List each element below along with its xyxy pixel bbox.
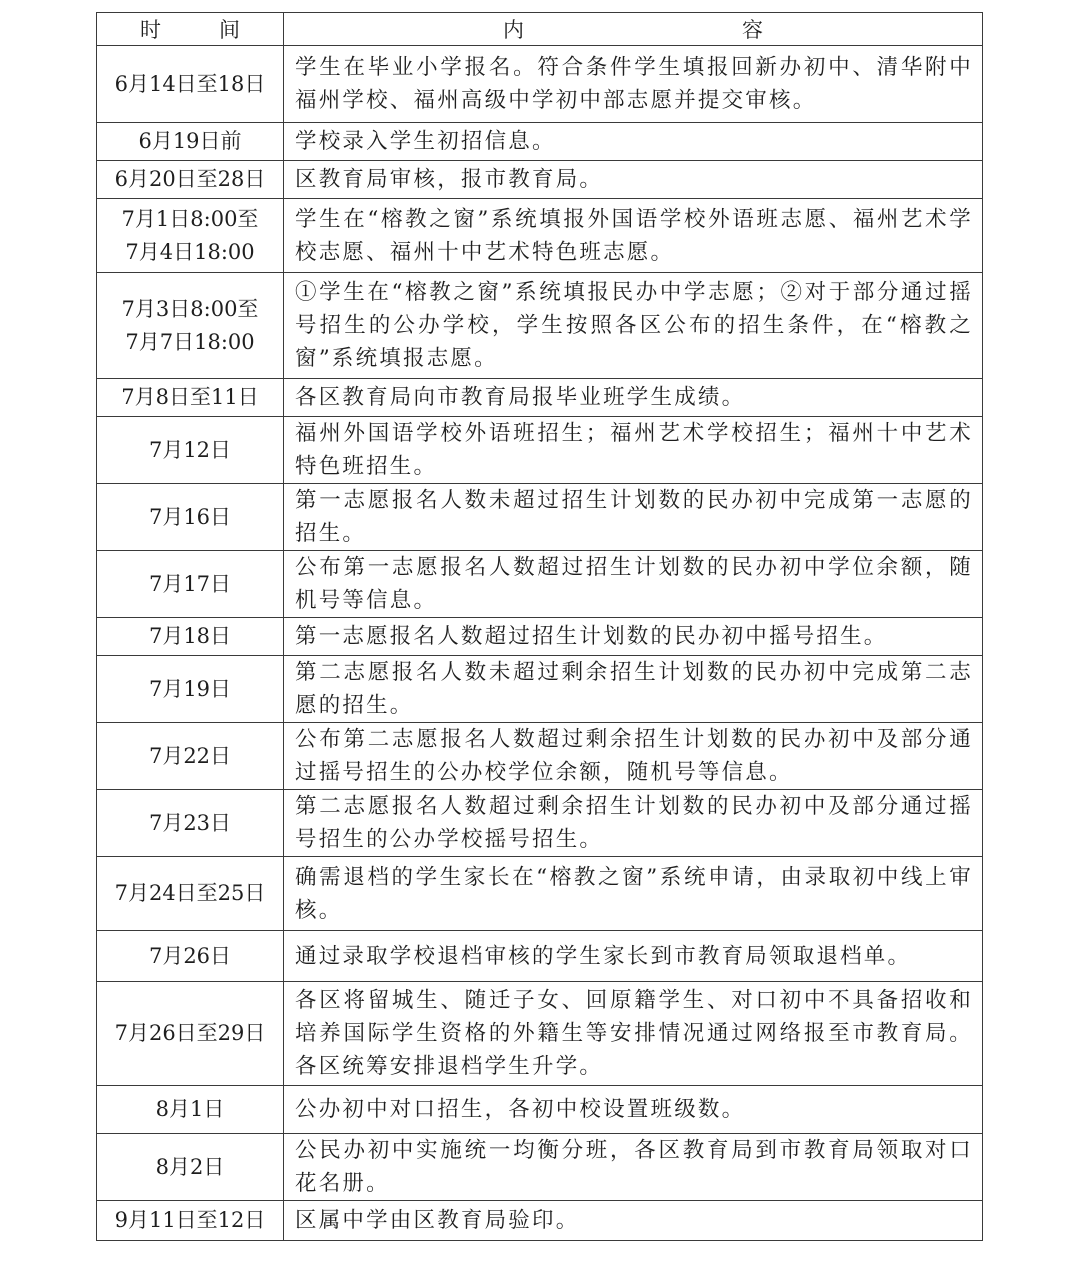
schedule-sheet xyxy=(96,12,982,1241)
schedule-content-cell: 公民办初中实施统一均衡分班，各区教育局到市教育局领取对口花名册。 xyxy=(284,1134,983,1201)
schedule-row xyxy=(97,484,983,551)
schedule-time-cell xyxy=(97,199,284,273)
schedule-content-cell: 区属中学由区教育局验印。 xyxy=(284,1201,983,1241)
schedule-time-cell xyxy=(97,618,284,656)
schedule-row xyxy=(97,1201,983,1241)
schedule-time-cell xyxy=(97,723,284,790)
schedule-time-cell xyxy=(97,551,284,618)
schedule-content-cell: 公布第一志愿报名人数超过招生计划数的民办初中学位余额，随机号等信息。 xyxy=(284,551,983,618)
schedule-time-text: 7月16日 xyxy=(148,504,232,529)
schedule-content-cell: 第二志愿报名人数未超过剩余招生计划数的民办初中完成第二志愿的招生。 xyxy=(284,656,983,723)
schedule-time-cell xyxy=(97,161,284,199)
schedule-time-text: 7月4日18:00 xyxy=(125,239,255,264)
schedule-time-cell xyxy=(97,273,284,379)
time-column-header: 时 间 xyxy=(97,13,284,46)
schedule-row xyxy=(97,1134,983,1201)
schedule-time-cell xyxy=(97,484,284,551)
schedule-time-cell xyxy=(97,857,284,931)
schedule-row xyxy=(97,857,983,931)
schedule-row xyxy=(97,161,983,199)
schedule-time-text: 7月19日 xyxy=(148,676,232,701)
schedule-time-cell xyxy=(97,982,284,1086)
schedule-time-text: 6月19日前 xyxy=(138,129,242,153)
schedule-row xyxy=(97,551,983,618)
schedule-row xyxy=(97,1086,983,1134)
schedule-row xyxy=(97,723,983,790)
schedule-content-cell: 公办初中对口招生，各初中校设置班级数。 xyxy=(284,1086,983,1134)
schedule-content-cell: 福州外国语学校外语班招生；福州艺术学校招生；福州十中艺术特色班招生。 xyxy=(284,417,983,484)
schedule-time-text: 8月2日 xyxy=(155,1154,225,1179)
schedule-row xyxy=(97,273,983,379)
schedule-row xyxy=(97,123,983,161)
schedule-row xyxy=(97,931,983,982)
schedule-time-text: 7月7日18:00 xyxy=(125,329,255,354)
schedule-time-text: 7月17日 xyxy=(148,571,232,596)
schedule-content-cell: 学校录入学生初招信息。 xyxy=(284,123,983,161)
schedule-time-text: 7月18日 xyxy=(148,624,232,648)
schedule-time-text: 7月8日至11日 xyxy=(121,385,259,409)
schedule-content-cell: 学生在“榕教之窗”系统填报外国语学校外语班志愿、福州艺术学校志愿、福州十中艺术特色班志愿。 xyxy=(284,199,983,273)
content-column-header: 内 容 xyxy=(284,13,983,46)
schedule-time-cell xyxy=(97,46,284,123)
schedule-time-cell xyxy=(97,1086,284,1134)
schedule-content-cell: 各区教育局向市教育局报毕业班学生成绩。 xyxy=(284,379,983,417)
schedule-row xyxy=(97,199,983,273)
schedule-content-cell: ①学生在“榕教之窗”系统填报民办中学志愿；②对于部分通过摇号招生的公办学校，学生按照各区公布的招生条件，在“榕教之窗”系统填报志愿。 xyxy=(284,273,983,379)
schedule-row xyxy=(97,618,983,656)
schedule-time-text: 8月1日 xyxy=(155,1097,225,1121)
schedule-content-cell: 学生在毕业小学报名。符合条件学生填报回新办初中、清华附中福州学校、福州高级中学初中部志愿并提交审核。 xyxy=(284,46,983,123)
schedule-content-cell: 第二志愿报名人数超过剩余招生计划数的民办初中及部分通过摇号招生的公办学校摇号招生。 xyxy=(284,790,983,857)
schedule-time-cell xyxy=(97,1201,284,1241)
schedule-time-cell xyxy=(97,123,284,161)
schedule-content-cell: 通过录取学校退档审核的学生家长到市教育局领取退档单。 xyxy=(284,931,983,982)
schedule-time-text: 7月3日8:00至 xyxy=(121,296,259,321)
schedule-row xyxy=(97,417,983,484)
schedule-time-cell xyxy=(97,417,284,484)
schedule-time-text: 7月22日 xyxy=(148,743,232,768)
schedule-table xyxy=(96,12,983,1241)
schedule-row xyxy=(97,379,983,417)
schedule-content-cell: 第一志愿报名人数未超过招生计划数的民办初中完成第一志愿的招生。 xyxy=(284,484,983,551)
schedule-row xyxy=(97,656,983,723)
schedule-time-cell xyxy=(97,656,284,723)
schedule-time-cell xyxy=(97,931,284,982)
header-row xyxy=(97,13,983,46)
schedule-time-text: 9月11日至12日 xyxy=(114,1208,266,1232)
schedule-row xyxy=(97,790,983,857)
schedule-time-cell xyxy=(97,379,284,417)
schedule-content-cell: 确需退档的学生家长在“榕教之窗”系统申请，由录取初中线上审核。 xyxy=(284,857,983,931)
schedule-time-text: 7月12日 xyxy=(148,437,232,462)
schedule-row xyxy=(97,46,983,123)
schedule-time-cell xyxy=(97,1134,284,1201)
schedule-time-text: 7月1日8:00至 xyxy=(121,206,259,231)
schedule-content-cell: 公布第二志愿报名人数超过剩余招生计划数的民办初中及部分通过摇号招生的公办校学位余额，随机号等信息。 xyxy=(284,723,983,790)
schedule-body xyxy=(97,46,983,1241)
schedule-time-text: 7月23日 xyxy=(148,810,232,835)
schedule-time-text: 6月20日至28日 xyxy=(114,167,266,191)
schedule-time-text: 7月26日至29日 xyxy=(114,1021,266,1045)
schedule-row xyxy=(97,982,983,1086)
schedule-time-text: 7月24日至25日 xyxy=(114,881,266,905)
schedule-content-cell: 第一志愿报名人数超过招生计划数的民办初中摇号招生。 xyxy=(284,618,983,656)
schedule-content-cell: 区教育局审核，报市教育局。 xyxy=(284,161,983,199)
schedule-time-text: 6月14日至18日 xyxy=(114,71,266,96)
schedule-time-text: 7月26日 xyxy=(148,943,232,968)
schedule-time-cell xyxy=(97,790,284,857)
schedule-content-cell: 各区将留城生、随迁子女、回原籍学生、对口初中不具备招收和培养国际学生资格的外籍生等安排情况通过网络报至市教育局。各区统筹安排退档学生升学。 xyxy=(284,982,983,1086)
